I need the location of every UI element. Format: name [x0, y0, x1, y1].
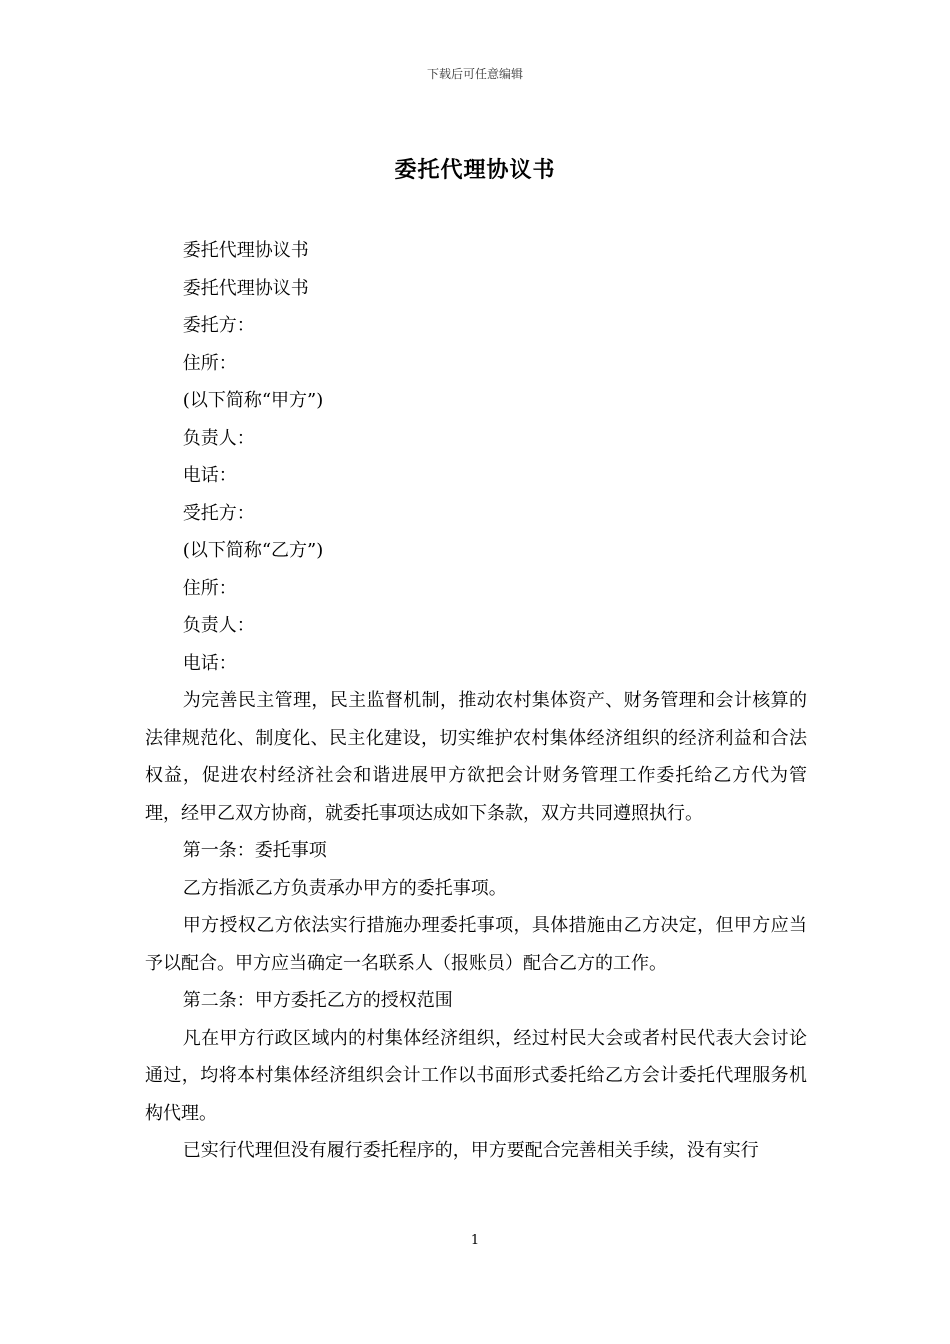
paragraph: 委托代理协议书 [182, 240, 309, 261]
paragraph: 乙方指派乙方负责承办甲方的委托事项。 [182, 877, 507, 899]
paragraph: 负责人： [182, 615, 255, 636]
paragraph: (以下简称“甲方”) [182, 390, 324, 411]
paragraph: 住所： [182, 577, 237, 599]
paragraph: 电话： [182, 652, 237, 674]
document-body [145, 232, 807, 1170]
section-heading: 第一条：委托事项 [182, 840, 327, 861]
paragraph: 住所： [182, 352, 237, 374]
paragraph: 甲方授权乙方依法实行措施办理委托事项，具体措施由乙方决定，但甲方应当予以配合。甲方应当确定一名联系人（报账员）配合乙方的工作。 [145, 915, 807, 974]
paragraph: (以下简称“乙方”) [182, 540, 324, 561]
paragraph: 受托方： [182, 502, 255, 524]
paragraph: 凡在甲方行政区域内的村集体经济组织，经过村民大会或者村民代表大会讨论通过，均将本村集体经济组织会计工作以书面形式委托给乙方会计委托代理服务机构代理。 [145, 1027, 807, 1124]
page-number: 1 [470, 1233, 480, 1248]
section-heading: 第二条：甲方委托乙方的授权范围 [182, 990, 453, 1011]
paragraph: 委托代理协议书 [182, 277, 309, 299]
page-header-note: 下载后可任意编辑 [426, 67, 523, 81]
document-title: 委托代理协议书 [394, 157, 556, 183]
paragraph: 为完善民主管理，民主监督机制，推动农村集体资产、财务管理和会计核算的法律规范化、制度化、民主化建设，切实维护农村集体经济组织的经济利益和合法权益，促进农村经济社会和谐进展甲方欲把会计财务管理工作委托给乙方代为管理，经甲乙双方协商，就委托事项达成如下条款，双方共同遵照执行。 [145, 690, 807, 824]
paragraph: 已实行代理但没有履行委托程序的，甲方要配合完善相关手续，没有实行 [182, 1140, 759, 1161]
paragraph: 电话： [182, 465, 237, 486]
paragraph: 负责人： [182, 427, 255, 449]
paragraph: 委托方： [182, 315, 255, 336]
